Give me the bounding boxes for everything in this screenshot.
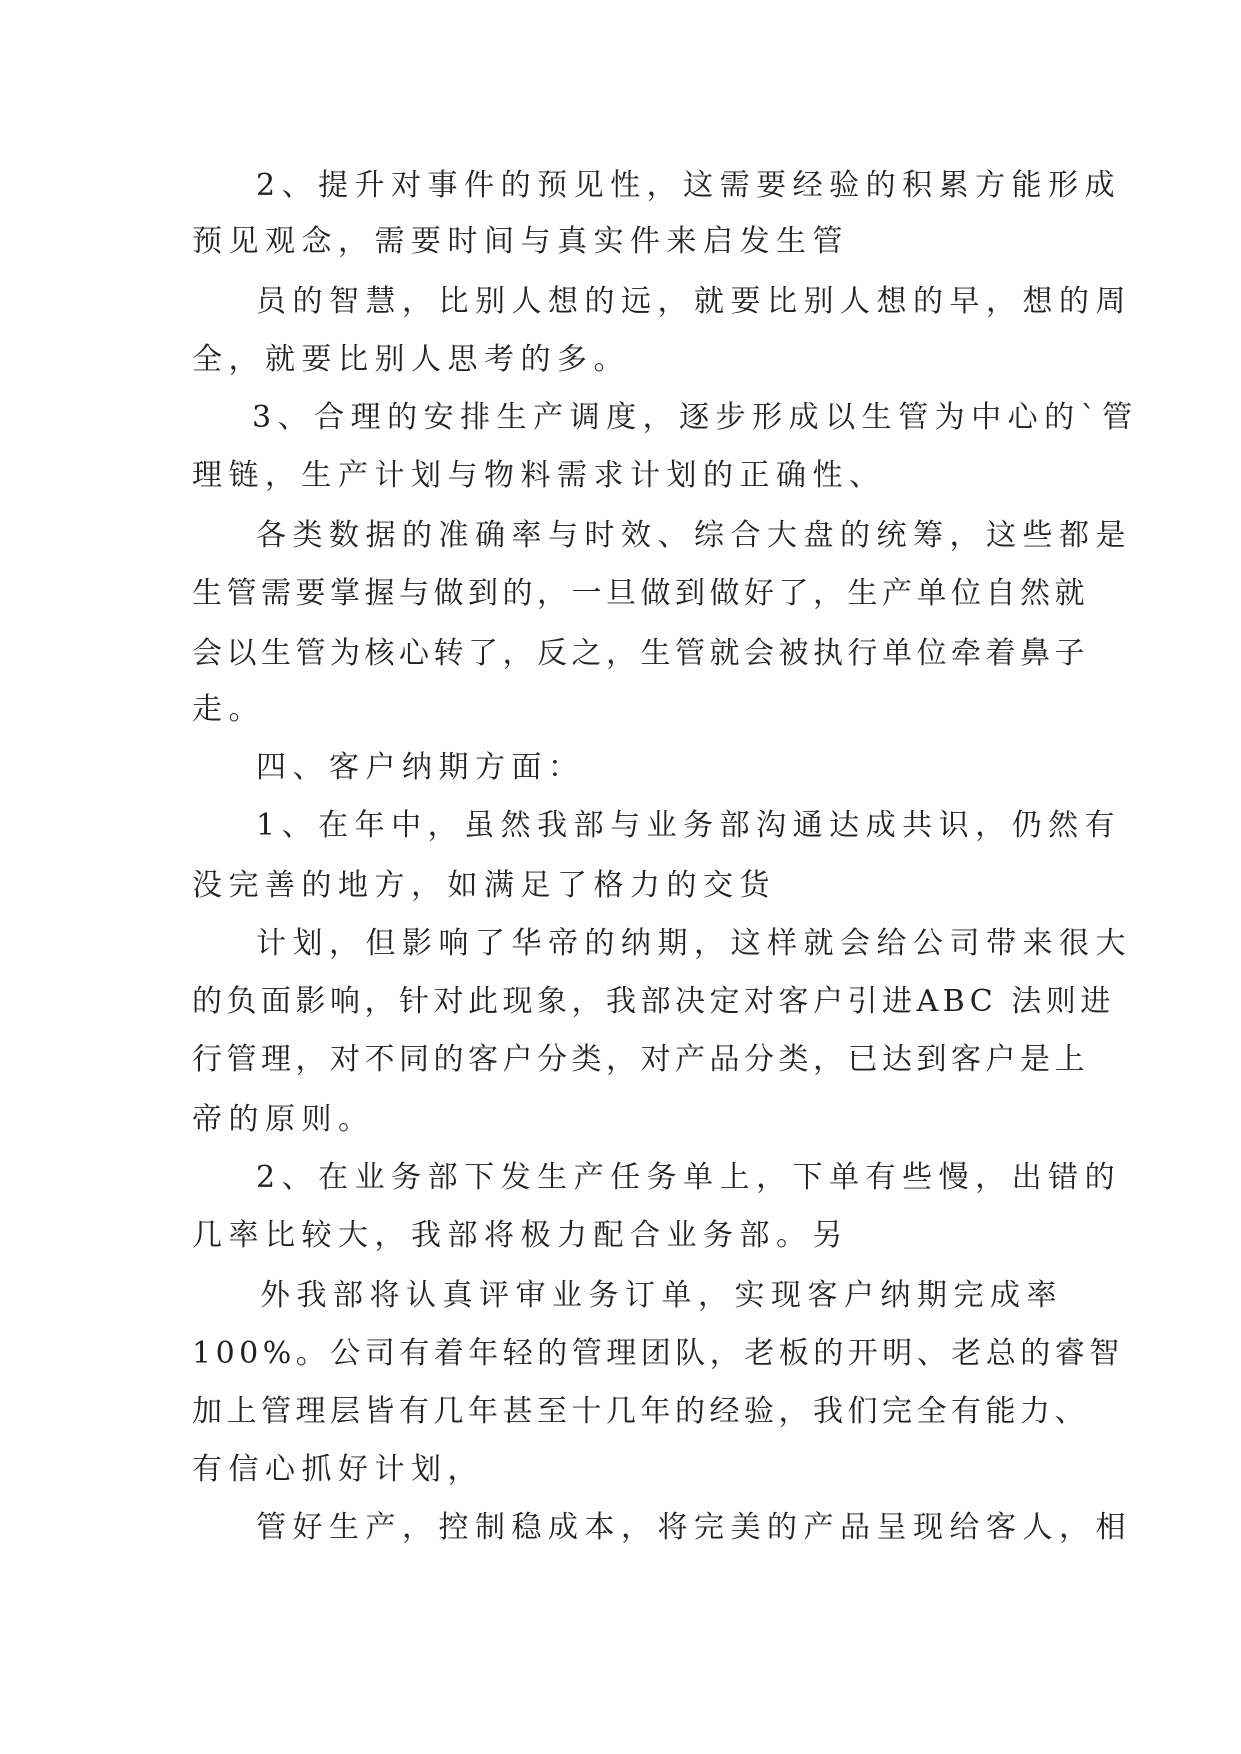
text-line: 1、在年中，虽然我部与业务部沟通达成共识，仍然有 xyxy=(256,808,1122,843)
text-line: 员的智慧，比别人想的远，就要比别人想的早，想的周 xyxy=(256,284,1132,319)
text-line: 有信心抓好计划， xyxy=(192,1452,484,1487)
text-line: 加上管理层皆有几年甚至十几年的经验，我们完全有能力、 xyxy=(192,1394,1089,1429)
text-line: 四、客户纳期方面： xyxy=(256,750,585,785)
text-line: 2、在业务部下发生产任务单上，下单有些慢，出错的 xyxy=(256,1160,1122,1195)
text-line: 走。 xyxy=(192,692,265,727)
text-line: 帝的原则。 xyxy=(192,1102,375,1137)
text-line: 计划，但影响了华帝的纳期，这样就会给公司带来很大 xyxy=(256,926,1132,961)
text-line: 管好生产，控制稳成本，将完美的产品呈现给客人，相 xyxy=(256,1510,1132,1545)
text-line: 外我部将认真评审业务订单，实现客户纳期完成率 xyxy=(260,1278,1063,1313)
text-line: 3、合理的安排生产调度，逐步形成以生管为中心的`管 xyxy=(252,400,1139,435)
text-line: 生管需要掌握与做到的，一旦做到做好了，生产单位自然就 xyxy=(192,576,1089,611)
text-line: 没完善的地方，如满足了格力的交货 xyxy=(192,868,776,903)
text-line: 理链，生产计划与物料需求计划的正确性、 xyxy=(192,458,886,493)
text-line: 会以生管为核心转了，反之，生管就会被执行单位牵着鼻子 xyxy=(192,636,1089,671)
text-line: 行管理，对不同的客户分类，对产品分类，已达到客户是上 xyxy=(192,1042,1089,1077)
text-line: 各类数据的准确率与时效、综合大盘的统筹，这些都是 xyxy=(256,518,1132,553)
text-line: 预见观念，需要时间与真实件来启发生管 xyxy=(192,224,849,259)
text-line: 的负面影响，针对此现象，我部决定对客户引进ABC 法则进 xyxy=(192,984,1115,1019)
text-line: 2、提升对事件的预见性，这需要经验的积累方能形成 xyxy=(256,168,1122,203)
text-line: 100%。公司有着年轻的管理团队，老板的开明、老总的睿智 xyxy=(192,1336,1124,1371)
text-line: 几率比较大，我部将极力配合业务部。另 xyxy=(192,1218,849,1253)
text-line: 全，就要比别人思考的多。 xyxy=(192,342,630,377)
